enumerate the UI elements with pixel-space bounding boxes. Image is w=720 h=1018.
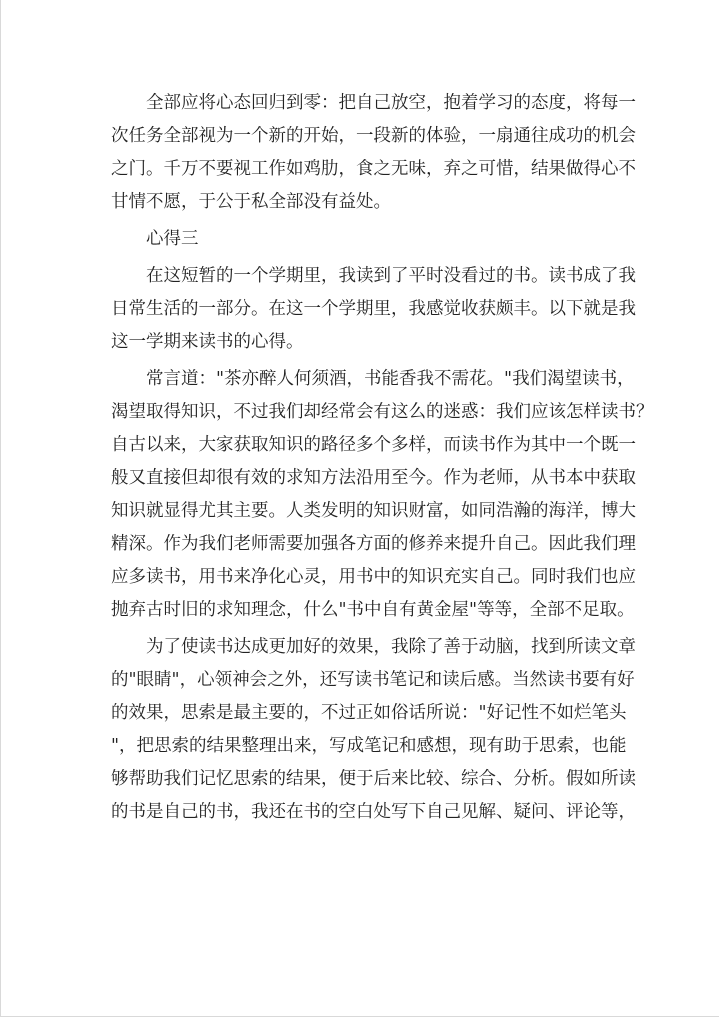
text-line: 甘情不愿，于公于私全部没有益处。 bbox=[111, 192, 391, 212]
text-line: 之门。千万不要视工作如鸡肋，食之无味，弃之可惜，结果做得心不 bbox=[111, 159, 636, 179]
text-line: 精深。作为我们老师需要加强各方面的修养来提升自己。因此我们理 bbox=[111, 534, 636, 554]
text-line: 抛弃古时旧的求知理念，什么"书中自有黄金屋"等等，全部不足取。 bbox=[111, 600, 635, 620]
paragraph-1 bbox=[111, 87, 636, 219]
text-line: 常言道："茶亦醉人何须酒，书能香我不需花。"我们渴望读书， bbox=[146, 369, 635, 389]
paragraph-3 bbox=[111, 363, 654, 627]
text-line: "，把思索的结果整理出来，写成笔记和感想，现有助于思索，也能 bbox=[111, 736, 627, 756]
text-line: 的效果，思索是最主要的，不过正如俗话所说："好记性不如烂笔头 bbox=[111, 703, 627, 723]
paragraph-4 bbox=[111, 631, 636, 829]
text-line: 自古以来，大家获取知识的路径多个多样，而读书作为其中一个既一 bbox=[111, 435, 636, 455]
text-line: 知识就显得尤其主要。人类发明的知识财富，如同浩瀚的海洋，博大 bbox=[111, 501, 636, 521]
paragraph-2 bbox=[111, 260, 636, 359]
text-line: 渴望取得知识，不过我们却经常会有这么的迷惑：我们应该怎样读书？ bbox=[111, 402, 654, 422]
text-line: 般又直接但却很有效的求知方法沿用至今。作为老师，从书本中获取 bbox=[111, 468, 636, 488]
text-line: 次任务全部视为一个新的开始，一段新的体验，一扇通往成功的机会 bbox=[111, 126, 636, 146]
document-body bbox=[111, 87, 654, 829]
text-line: 全部应将心态回归到零：把自己放空，抱着学习的态度，将每一 bbox=[146, 93, 636, 113]
section-heading: 心得三 bbox=[146, 229, 199, 249]
text-line: 的"眼睛"，心领神会之外，还写读书笔记和读后感。当然读书要有好 bbox=[111, 670, 635, 690]
text-line: 这一学期来读书的心得。 bbox=[111, 332, 304, 352]
text-line: 在这短暂的一个学期里，我读到了平时没看过的书。读书成了我 bbox=[146, 266, 636, 286]
text-line: 够帮助我们记忆思索的结果，便于后来比较、综合、分析。假如所读 bbox=[111, 769, 636, 789]
text-line: 为了使读书达成更加好的效果，我除了善于动脑，找到所读文章 bbox=[146, 637, 636, 657]
text-line: 的书是自己的书，我还在书的空白处写下自己见解、疑问、评论等， bbox=[111, 802, 636, 822]
text-line: 应多读书，用书来净化心灵，用书中的知识充实自己。同时我们也应 bbox=[111, 567, 636, 587]
text-line: 日常生活的一部分。在这一个学期里，我感觉收获颇丰。以下就是我 bbox=[111, 299, 636, 319]
